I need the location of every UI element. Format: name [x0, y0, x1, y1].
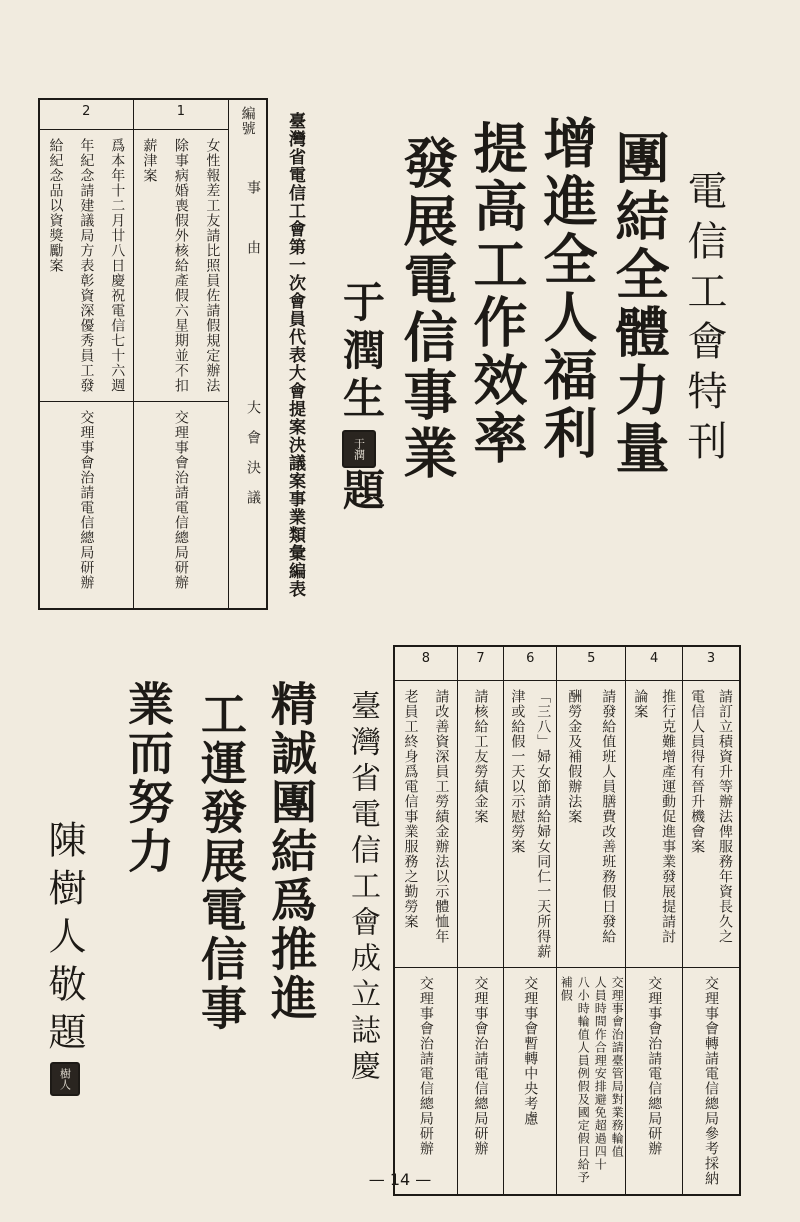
- poem-line-3: 提高工作效率: [465, 120, 529, 468]
- table-row-8-num: 8: [394, 646, 457, 680]
- proposal-table-2: [393, 645, 741, 1196]
- table-row-7-matter: 請核給工友勞績金案: [457, 680, 504, 967]
- table-row-5-matter: 請發給值班人員膳費改善班務假日發給 酬勞金及補假辦法案: [557, 680, 626, 967]
- table-row-6-decision: 交理事會暫轉中央考慮: [504, 967, 557, 1195]
- table-row-3-num: 3: [683, 646, 740, 680]
- table-row-4-matter: 推行克難增產運動促進事業發展提請討 論案: [626, 680, 683, 967]
- table-row-4-decision: 交理事會治請電信總局研辦: [626, 967, 683, 1195]
- table-row-1-matter: 女性報差工友請比照員佐請假規定辦法 除事病婚喪假外核給產假六星期並不扣 薪津案: [133, 129, 229, 401]
- dedication-line: 臺灣省電信工會成立誌慶: [345, 690, 380, 1086]
- signature-tail: 題: [337, 468, 386, 516]
- table-row-7-decision: 交理事會治請電信總局研辦: [457, 967, 504, 1195]
- seal-stamp-2: 樹人: [50, 1062, 80, 1096]
- poem-line-4: 發展電信事業: [395, 135, 459, 483]
- table-row-8-matter: 請改善資深員工勞績金辦法以示體恤年 老員工終身爲電信事業服務之勤勞案: [394, 680, 457, 967]
- table-row-3-decision: 交理事會轉請電信總局參考採納: [683, 967, 740, 1195]
- seal-stamp: 于潤: [342, 430, 376, 468]
- table-row-2-num: 2: [39, 99, 133, 129]
- table-row-1-num: 1: [133, 99, 229, 129]
- page-number: — 14 —: [368, 1170, 432, 1189]
- poem-line-2: 增進全人福利: [535, 115, 599, 463]
- signature-chen-shuren: 陳樹人敬題: [42, 820, 86, 1060]
- poem2-line-2: 工運發展電信事: [194, 690, 248, 1033]
- table-row-5-num: 5: [557, 646, 626, 680]
- header-matter: 事 由: [245, 180, 261, 255]
- table-row-6-matter: 「三八」婦女節請給婦女同仁一天所得薪 津或給假一天以示慰勞案: [504, 680, 557, 967]
- table-row-2-matter: 爲本年十二月廿八日慶祝電信七十六週 年紀念請建議局方表彰資深優秀員工發 給紀念品以資獎勵案: [39, 129, 133, 401]
- table-row-5-decision: 交理事會治請臺管局對業務輪值 人員時間作合理安排避免超過四十 八小時輪值人員例假及國定假日給予 補假: [557, 967, 626, 1195]
- table-title: 臺灣省電信工會第一次會員代表大會提案決議案事業類彙編表: [285, 112, 305, 598]
- table-row-3-matter: 請訂立積資升等辦法俾服務年資長久之 電信人員得有晉升機會案: [683, 680, 740, 967]
- signature-yu-runsheng: 于潤生: [337, 280, 386, 424]
- table-row-8-decision: 交理事會治請電信總局研辦: [394, 967, 457, 1195]
- table-row-1-decision: 交理事會治請電信總局研辦: [133, 401, 229, 609]
- header-num: 編號: [229, 99, 267, 609]
- table-row-6-num: 6: [504, 646, 557, 680]
- table-row-2-decision: 交理事會治請電信總局研辦: [39, 401, 133, 609]
- heading-telecom-union-special: 電信工會特刊: [681, 170, 727, 470]
- poem2-line-3: 業而努力: [121, 680, 175, 876]
- proposal-table-1: [38, 98, 268, 610]
- header-decision: 大 會 決 議: [245, 400, 261, 505]
- poem2-line-1: 精誠團結爲推進: [264, 680, 318, 1023]
- table-row-4-num: 4: [626, 646, 683, 680]
- table-row-7-num: 7: [457, 646, 504, 680]
- poem-line-1: 團結全體力量: [607, 130, 671, 478]
